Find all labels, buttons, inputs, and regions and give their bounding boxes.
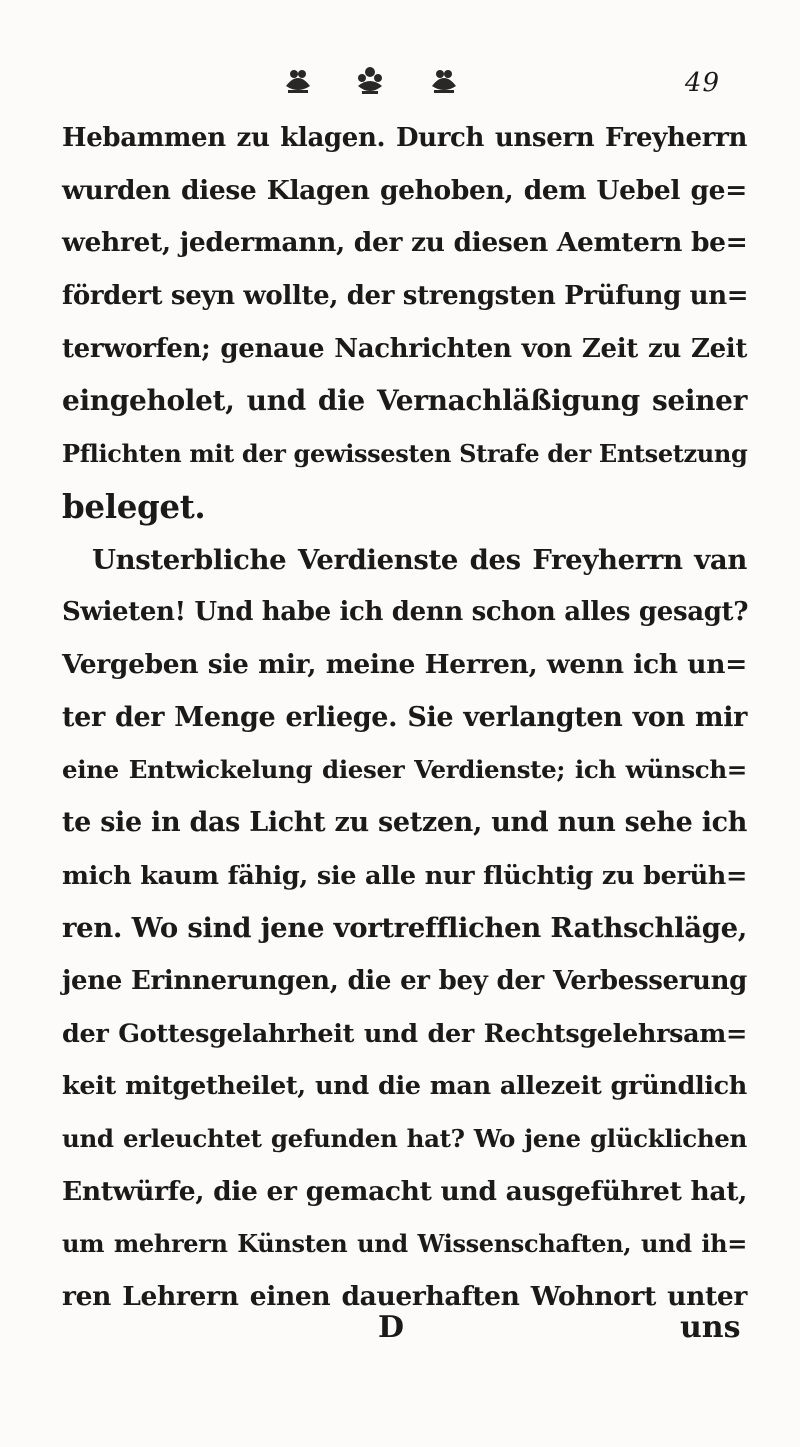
text-line: jene Erinnerungen, die er bey der Verbesserung (62, 966, 747, 996)
text-line: Vergeben sie mir, meine Herren, wenn ich un= (62, 648, 747, 680)
text-line: wehret, jedermann, der zu diesen Aemtern be= (62, 227, 748, 259)
catchword: uns (680, 1310, 741, 1345)
text-line: der Gottesgelahrheit und der Rechtsgelehrsam= (62, 1018, 747, 1049)
page-header (0, 62, 800, 102)
text-line: eine Entwickelung dieser Verdienste; ich wünsch= (62, 755, 747, 785)
text-line: terworfen; genaue Nachrichten von Zeit zu Zeit (62, 333, 747, 364)
header-ornaments (282, 64, 482, 98)
floral-ornament-icon (358, 67, 382, 94)
text-line: und erleuchtet gefunden hat? Wo jene glücklichen (62, 1124, 747, 1154)
text-line: beleget. (62, 486, 206, 526)
text-line: eingeholet, und die Vernachläßigung seiner (62, 384, 747, 418)
body-text (62, 112, 747, 1324)
signature-mark: D (378, 1310, 405, 1345)
text-line: ren Lehrern einen dauerhaften Wohnort unter (62, 1281, 747, 1313)
text-line: Pflichten mit der gewissesten Strafe der Entsetzung (62, 439, 748, 469)
text-line: wurden diese Klagen gehoben, dem Uebel ge= (62, 174, 747, 206)
text-line: Hebammen zu klagen. Durch unsern Freyherrn (62, 123, 747, 153)
text-line: um mehrern Künsten und Wissenschaften, und ih= (62, 1229, 747, 1259)
text-line: ter der Menge erliege. Sie verlangten von mir (62, 701, 747, 733)
page-footer (0, 1310, 800, 1360)
text-line: Swieten! Und habe ich denn schon alles gesagt? (62, 597, 749, 628)
text-line: ren. Wo sind jene vortrefflichen Rathschläge, (62, 912, 747, 945)
text-line: keit mitgetheilet, und die man allezeit gründlich (62, 1071, 747, 1102)
floral-ornament-icon (286, 70, 310, 93)
text-line: te sie in das Licht zu setzen, und nun sehe ich (62, 806, 747, 838)
text-line: Unsterbliche Verdienste des Freyherrn van (92, 543, 747, 576)
text-line: fördert seyn wollte, der strengsten Prüfung un= (62, 281, 749, 312)
text-line: Entwürfe, die er gemacht und ausgeführet hat, (62, 1175, 747, 1207)
floral-ornament-icon (432, 70, 456, 93)
page-number: 49 (684, 68, 720, 98)
text-line: mich kaum fähig, sie alle nur flüchtig zu berüh= (62, 860, 747, 891)
